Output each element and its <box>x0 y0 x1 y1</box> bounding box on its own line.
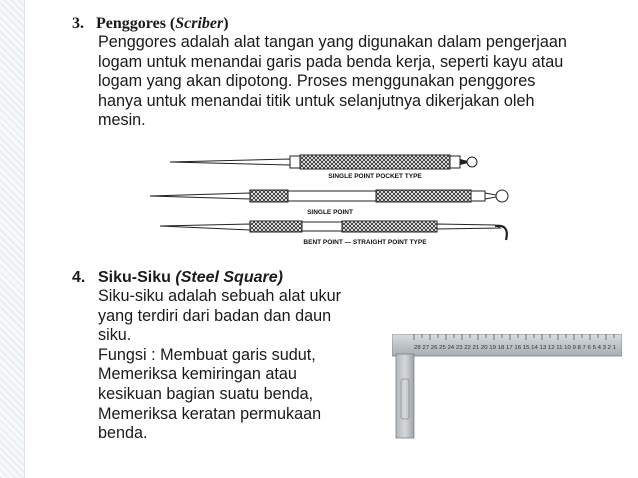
siku-line: kesikuan bagian suatu benda, <box>98 384 314 403</box>
siku-description <box>98 287 388 444</box>
section-penggores <box>72 14 576 133</box>
scriber-single-point <box>150 190 508 202</box>
penggores-paragraph: Penggores adalah alat tangan yang digunakan dalam pengerjaan logam untuk menandai garis pada benda kerja, seperti kayu atau logam yang akan dipotong. Proses menggunakan penggores hanya untuk menandai titik untuk selanjutnya dikerjakan oleh mesin. <box>98 33 567 130</box>
scriber-illustration <box>150 150 520 250</box>
label-pocket-type: SINGLE POINT POCKET TYPE <box>328 173 422 180</box>
steel-square-photo <box>392 334 622 439</box>
heading-title: Siku-Siku <box>98 269 176 286</box>
label-bent-point: BENT POINT — STRAIGHT POINT TYPE <box>303 239 427 246</box>
siku-line: benda. <box>98 424 148 443</box>
heading-title-en: (Steel Square) <box>175 269 283 286</box>
siku-line: yang terdiri dari badan dan daun <box>98 306 332 325</box>
scriber-bent-point <box>160 221 507 240</box>
siku-line: siku. <box>98 326 132 345</box>
section-number: 3. <box>72 15 84 32</box>
section-number: 4. <box>72 269 86 286</box>
heading-title: Penggores ( <box>96 15 176 32</box>
siku-heading <box>72 268 576 287</box>
heading-title-en: Scriber <box>175 15 224 32</box>
siku-line: Memeriksa kemiringan atau <box>98 365 297 384</box>
decorative-side-bar <box>0 0 25 478</box>
label-single-point: SINGLE POINT <box>307 209 353 216</box>
square-handle <box>396 354 414 438</box>
siku-line: Memeriksa keratan permukaan <box>98 404 322 423</box>
penggores-heading <box>72 14 576 33</box>
ruler-scale-digits: 28 27 26 25 24 23 22 21 20 19 18 17 16 15 14 13 12 11 10 9 8 7 6 5 4 3 2 1 <box>414 345 616 351</box>
scriber-pocket-type <box>170 155 477 169</box>
siku-line: Siku-siku adalah sebuah alat ukur <box>98 287 341 305</box>
heading-close: ) <box>223 15 229 32</box>
siku-line: Fungsi : Membuat garis sudut, <box>98 345 316 364</box>
penggores-description <box>98 33 578 133</box>
